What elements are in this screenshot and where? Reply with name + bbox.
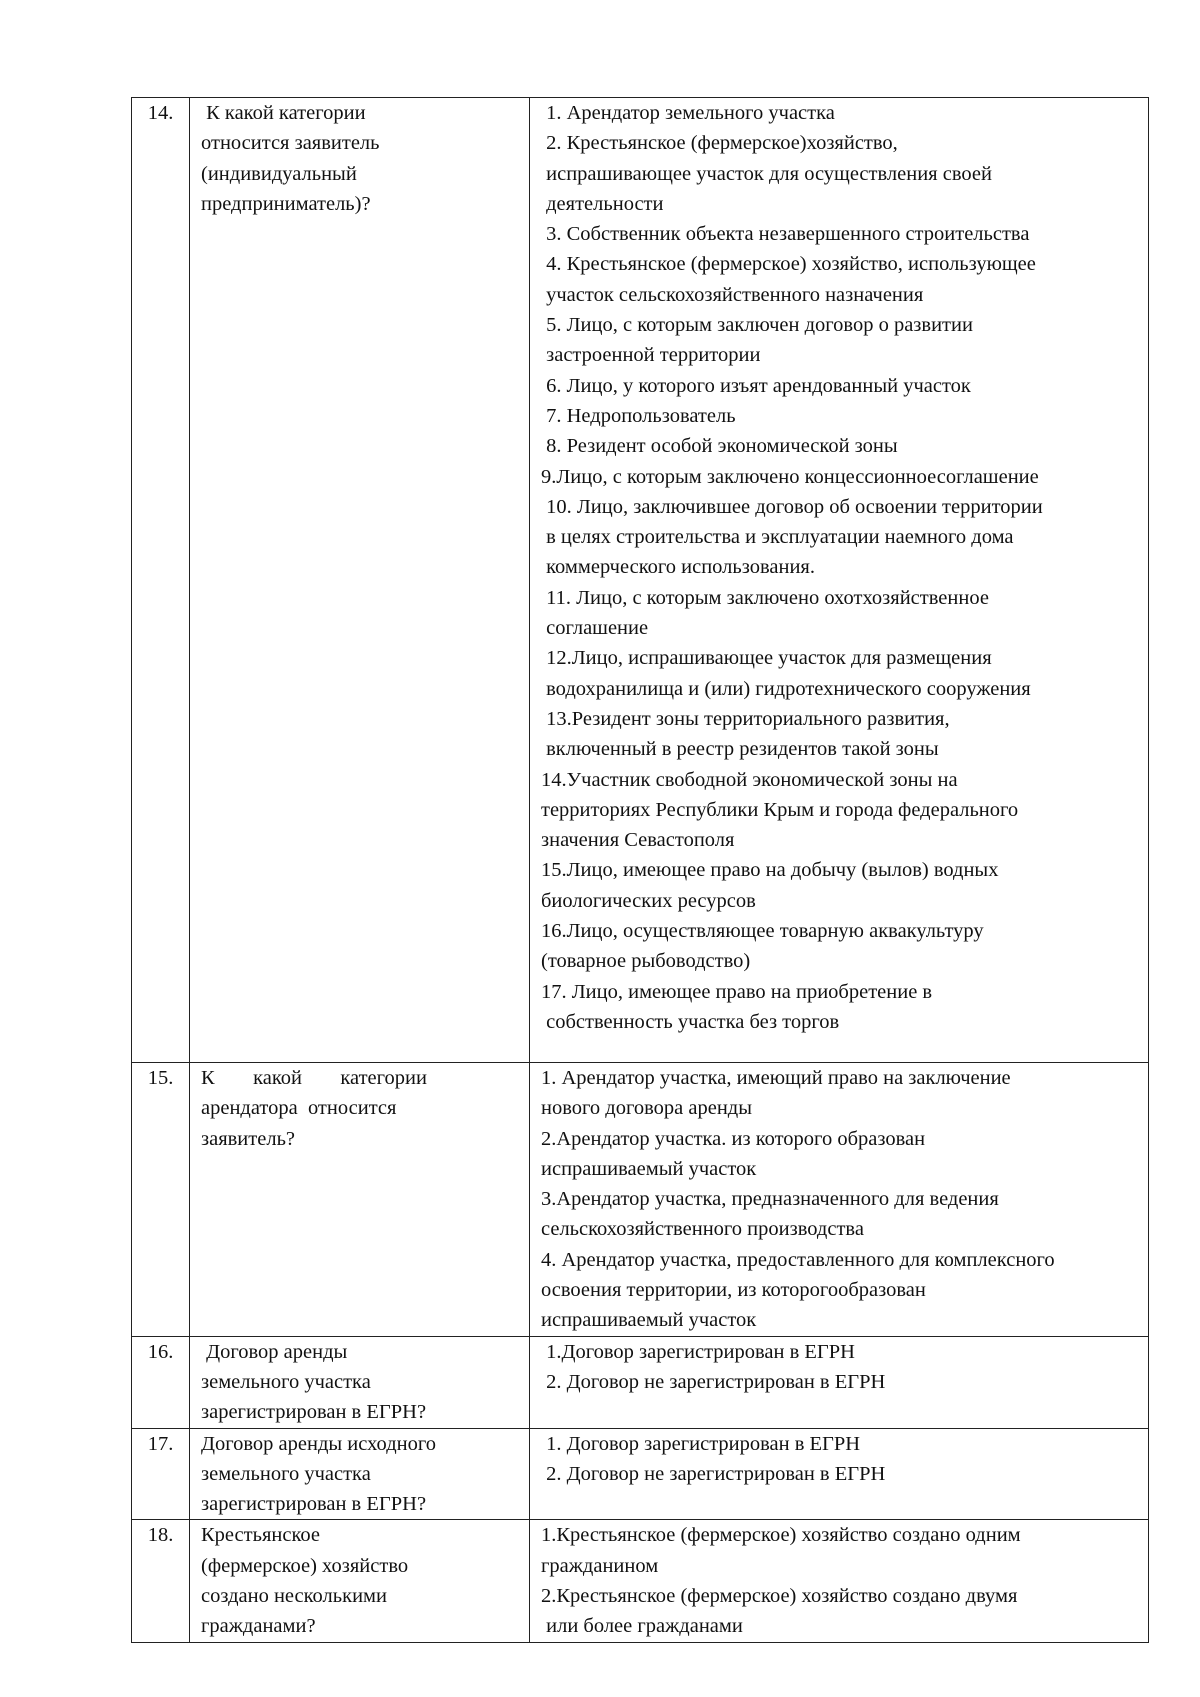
question-line: зарегистрирован в ЕГРН? <box>201 1493 427 1516</box>
question-line: (фермерское) хозяйство <box>201 1554 409 1577</box>
question-cell <box>190 1428 530 1520</box>
question-line: заявитель? <box>201 1127 296 1150</box>
table-row <box>132 1428 1149 1520</box>
answer-line: 10. Лицо, заключившее договор об освоении территории <box>541 495 1043 518</box>
answer-line: 2. Договор не зарегистрирован в ЕГРН <box>541 1370 886 1393</box>
answer-line: 2. Договор не зарегистрирован в ЕГРН <box>541 1462 886 1485</box>
question-word: К <box>201 1067 215 1089</box>
question-line: Договор аренды исходного <box>201 1432 437 1455</box>
answer-line: включенный в реестр резидентов такой зоны <box>541 738 939 761</box>
answer-line: соглашение <box>541 617 649 640</box>
answer-line: 1. Договор зарегистрирован в ЕГРН <box>541 1432 861 1455</box>
answer-line: 3. Собственник объекта незавершенного строительства <box>541 223 1030 246</box>
answer-line: 2.Арендатор участка. из которого образован <box>541 1127 926 1150</box>
answer-line: 7. Недропользователь <box>541 404 736 427</box>
answer-line: 1. Арендатор участка, имеющий право на заключение <box>541 1067 1011 1089</box>
answer-cell <box>530 1063 1149 1337</box>
answer-line: 15.Лицо, имеющее право на добычу (вылов) водных <box>541 859 999 882</box>
row-number: 18. <box>147 1524 174 1547</box>
answer-line: застроенной территории <box>541 344 761 367</box>
question-line: относится заявитель <box>201 132 380 155</box>
answer-line: 13.Резидент зоны территориального развития, <box>541 707 950 730</box>
answer-line: (товарное рыбоводство) <box>541 950 751 973</box>
row-number-cell <box>132 1063 190 1337</box>
row-number-cell <box>132 1520 190 1642</box>
answer-cell <box>530 98 1149 1063</box>
answer-line: испрашиваемый участок <box>541 1157 757 1180</box>
answer-line: или более гражданами <box>541 1615 743 1638</box>
answer-line: коммерческого использования. <box>541 556 815 579</box>
answer-line: 17. Лицо, имеющее право на приобретение в <box>541 980 933 1003</box>
questionnaire-table <box>131 97 1149 1643</box>
answer-line: 1.Договор зарегистрирован в ЕГРН <box>541 1340 855 1363</box>
row-number: 15. <box>147 1067 174 1089</box>
answer-line: 4. Арендатор участка, предоставленного для комплексного <box>541 1248 1055 1271</box>
question-cell <box>190 1063 530 1337</box>
question-line: предприниматель)? <box>201 192 371 215</box>
question-cell <box>190 1520 530 1642</box>
answer-line: 6. Лицо, у которого изъят арендованный участок <box>541 374 971 397</box>
answer-line: участок сельскохозяйственного назначения <box>541 283 924 306</box>
question-line <box>201 1063 427 1093</box>
question-line: земельного участка <box>201 1370 371 1393</box>
answer-line: испрашивающее участок для осуществления своей <box>541 162 992 185</box>
question-word: какой <box>253 1067 302 1089</box>
row-number: 17. <box>147 1432 174 1455</box>
question-word: категории <box>340 1067 427 1089</box>
answer-cell <box>530 1336 1149 1428</box>
question-line: Крестьянское <box>201 1524 320 1547</box>
table-row <box>132 98 1149 1063</box>
answer-line: испрашиваемый участок <box>541 1309 757 1332</box>
question-line: арендатора относится <box>201 1097 397 1120</box>
answer-line: водохранилища и (или) гидротехнического сооружения <box>541 677 1031 700</box>
answer-line: территориях Республики Крым и города федерального <box>541 798 1019 821</box>
answer-cell <box>530 1428 1149 1520</box>
answer-line: 11. Лицо, с которым заключено охотхозяйственное <box>541 586 989 609</box>
answer-line: 1.Крестьянское (фермерское) хозяйство создано одним <box>541 1524 1021 1547</box>
answer-line: гражданином <box>541 1554 659 1577</box>
question-cell <box>190 1336 530 1428</box>
table-row <box>132 1336 1149 1428</box>
row-number: 14. <box>147 102 174 124</box>
answer-line: сельскохозяйственного производства <box>541 1218 864 1241</box>
row-number-cell <box>132 98 190 1063</box>
question-line: зарегистрирован в ЕГРН? <box>201 1401 427 1424</box>
answer-line: 16.Лицо, осуществляющее товарную аквакультуру <box>541 920 984 943</box>
answer-line: значения Севастополя <box>541 829 735 852</box>
answer-line: в целях строительства и эксплуатации наемного дома <box>541 526 1014 549</box>
answer-line: нового договора аренды <box>541 1097 752 1120</box>
question-line: (индивидуальный <box>201 162 357 185</box>
answer-line: 14.Участник свободной экономической зоны на <box>541 768 958 791</box>
row-number-cell <box>132 1428 190 1520</box>
answer-line: биологических ресурсов <box>541 889 756 912</box>
answer-line: 9.Лицо, с которым заключено концессионноесоглашение <box>541 465 1039 488</box>
question-line: Договор аренды <box>201 1340 348 1363</box>
table-row <box>132 1520 1149 1642</box>
question-line: К какой категории <box>201 102 366 124</box>
answer-line: освоения территории, из которогообразован <box>541 1279 926 1302</box>
answer-line: 3.Арендатор участка, предназначенного для ведения <box>541 1188 999 1211</box>
question-cell <box>190 98 530 1063</box>
answer-line: 2.Крестьянское (фермерское) хозяйство создано двумя <box>541 1585 1018 1608</box>
answer-cell <box>530 1520 1149 1642</box>
row-number: 16. <box>147 1340 174 1363</box>
question-line: земельного участка <box>201 1462 371 1485</box>
answer-line: 1. Арендатор земельного участка <box>541 102 835 124</box>
answer-line: собственность участка без торгов <box>541 1010 840 1033</box>
answer-line: 4. Крестьянское (фермерское) хозяйство, использующее <box>541 253 1036 276</box>
answer-line: деятельности <box>541 192 664 215</box>
question-line: создано несколькими <box>201 1585 387 1608</box>
row-number-cell <box>132 1336 190 1428</box>
question-line: гражданами? <box>201 1615 316 1638</box>
answer-line: 2. Крестьянское (фермерское)хозяйство, <box>541 132 898 155</box>
answer-line: 12.Лицо, испрашивающее участок для размещения <box>541 647 992 670</box>
answer-line: 5. Лицо, с которым заключен договор о развитии <box>541 314 973 337</box>
answer-line: 8. Резидент особой экономической зоны <box>541 435 898 458</box>
table-row <box>132 1063 1149 1337</box>
